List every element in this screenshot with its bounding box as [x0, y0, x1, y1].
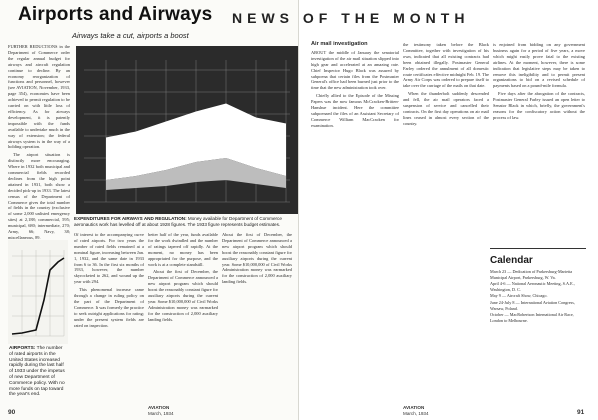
calendar-entry: April 4-6 — National Aeronautic Meeting, S.A.E., Washington, D. C. — [490, 281, 575, 292]
calendar-entry: May 9 — Aircraft Show, Chicago. — [490, 293, 548, 299]
article-paragraph: The airport situation is distinctly more encouraging. Where in 1932 both municipal and commercial fields recorded declines from the high point attained in 1931, both show a decided pick-up in 1933. The latest census of the Department of Commerce gives the total number of fields in the country (exclusive of some 2,000 unlisted emergency sites) at 2,188; commercial, 595; municipal, 680; intermediate, 270; Army, 66; Navy, 38; miscellaneous, 89. — [8, 152, 70, 240]
airports-chart-svg — [8, 240, 68, 344]
issue-date: March, 1934 — [403, 410, 429, 416]
article-paragraph: better half of the year, funds available for the work dwindled and the number of ratings tapered off rapidly. At the moment, no money has been appropriated for the purpose, and the work is at a complete standstill. — [148, 232, 218, 267]
news-column-3 — [493, 42, 585, 242]
calendar-entry: June 24-July 8 — International Aviation Congress, Warsaw, Poland. — [490, 299, 575, 311]
article-paragraph: About the first of December, the Department of Commerce announced a new airport program which should boost the reasonably constant figure for auxiliary airports during the current year. Some $10,000,000 of Civil Works Administration money was earmarked for the construction of 2,000 auxiliary landing fields. — [148, 269, 218, 322]
expenditures-chart — [76, 46, 298, 214]
article-paragraph: FURTHER REDUCTIONS in the Department of Commerce order the regular annual budget for airways and aircraft regulation continue to decline. By an economy reorganization of functions and personnel, however (see AVIATION, November, 1933, page 354), economies have been achieved to permit regulation to be carried on with little loss of efficiency. As for airways development, it is patently impossible with the funds available to undertake much in the way of extension; the federal airways system is in the way of a holding operation. — [8, 44, 70, 150]
chart-caption-text: Money available for Department of Commerce aeronautics work has levelled off at about 1928 figures. The 1933 figure represents budget estimates. — [74, 216, 282, 227]
news-paragraph: Chiefly allied to the Episode of the Missing Papers was the now famous McCracken-Britten-Hanshue incident. Here the committee subpoenaed the files of an Assistant Secretary of Commerce William MacCracken for examination. — [311, 93, 399, 128]
chart-caption — [74, 216, 284, 227]
section-banner: NEWS OF THE MONTH — [232, 10, 470, 26]
news-paragraph: When the thunderbolt suddenly descended and fell, the air mail operators faced a suspension of service and cancelled their contracts. On the first day operations on air mail lines ceased in almost every section of the country. — [403, 91, 489, 126]
magazine-name: AVIATION — [403, 405, 425, 411]
news-column-1 — [311, 42, 399, 392]
article-paragraph: Of interest to the accompanying curve of rated airports. For two years the number of rated fields remained at a nominal figure, increasing between Jan. 1, 1932, and the same date in 1933 from 6 to 36. In the first six months of 1933, however, the number skyrocketed to 262, and wound up the year with 294. — [74, 232, 144, 285]
page-number: 90 — [8, 409, 16, 416]
left-folio — [8, 409, 15, 416]
airports-chart — [8, 240, 68, 344]
airports-caption — [9, 346, 65, 398]
airports-chart-bg — [8, 240, 68, 344]
page-headline: Airports and Airways — [18, 4, 213, 25]
news-paragraph: is enjoined from bidding on any government business again for a period of five years, a move which might easily prove fatal to the existing airlines. At the moment, however, there is some indication that legislative steps may be taken to remove this ineligibility and to permit present organizations to bid on a revised schedule of payments based on a pound-mile formula. — [493, 42, 585, 89]
right-folio-mag — [403, 405, 429, 416]
news-paragraph: the testimony taken before the Black Committee, together with investigation of his own, indicated that all existing contracts had been obtained illegally. Postmaster General Farley ordered the annulment of all domestic route certificates effective midnight Feb. 19. The Army Air Corps was ordered to prepare itself to take over the carriage of the mails on that date. — [403, 42, 489, 89]
magazine-name: AVIATION — [148, 405, 170, 411]
article-column-4 — [222, 232, 292, 402]
right-folio — [577, 409, 584, 416]
article-column-3 — [148, 232, 218, 402]
news-paragraph: Five days after the abrogation of the contracts, Postmaster General Farley issued an open letter to Senator Black in which, briefly, the government's reasons for the confiscatory action without the process of law. — [493, 91, 585, 120]
issue-date: March, 1934 — [148, 410, 174, 416]
calendar-entry: March 23 — Dedication of Parkersburg-Marietta Municipal Airport, Parkersburg, W. Va. — [490, 269, 573, 280]
article-paragraph: About the first of December, the Department of Commerce announced a new airport program which should boost the reasonably constant figure for auxiliary airports during the current year. Some $10,000,000 of Civil Works Administration money was earmarked for the construction of 2,000 auxiliary landing fields. — [222, 232, 292, 285]
page-number: 91 — [577, 409, 585, 416]
expenditures-chart-svg — [76, 46, 298, 214]
article-column-2 — [74, 232, 144, 402]
news-column-2 — [403, 42, 489, 392]
article-paragraph: This phenomenal increase came through a change in ruling policy on the part of the Department of Commerce. It was formerly the practice to seek outright applications for rating; under the present system fields are rated on inspection. — [74, 287, 144, 328]
article-column-1 — [8, 44, 70, 240]
airports-caption-title: AIRPORTS: — [9, 346, 36, 351]
calendar-sidebar — [490, 248, 586, 378]
left-folio-mag — [148, 405, 174, 416]
news-paragraph: ABOUT the middle of January the senatorial investigation of the air mail situation slipped into high gear and accelerated at an amazing rate. Chief Inspector Hugo Black was assured by subpoena that certain files from the Postmaster General's office had been burned just prior to the time that the new administration took over. — [311, 49, 399, 91]
chart-caption-title: EXPENDITURES FOR AIRWAYS AND REGULATION: — [74, 216, 187, 221]
calendar-title: Calendar — [490, 255, 533, 266]
section-heading: Air mail investigation — [311, 41, 368, 47]
airports-caption-text: The number of rated airports in the United States increased rapidly during the last half of 1933 under the impetus of new Department of Commerce policy. With no more funds on tap toward the year's end. — [9, 346, 65, 398]
calendar-entry: October — MacRobertson International Air Race, London to Melbourne. — [490, 312, 574, 323]
page-subhead: Airways take a cut, airports a boost — [72, 31, 189, 40]
